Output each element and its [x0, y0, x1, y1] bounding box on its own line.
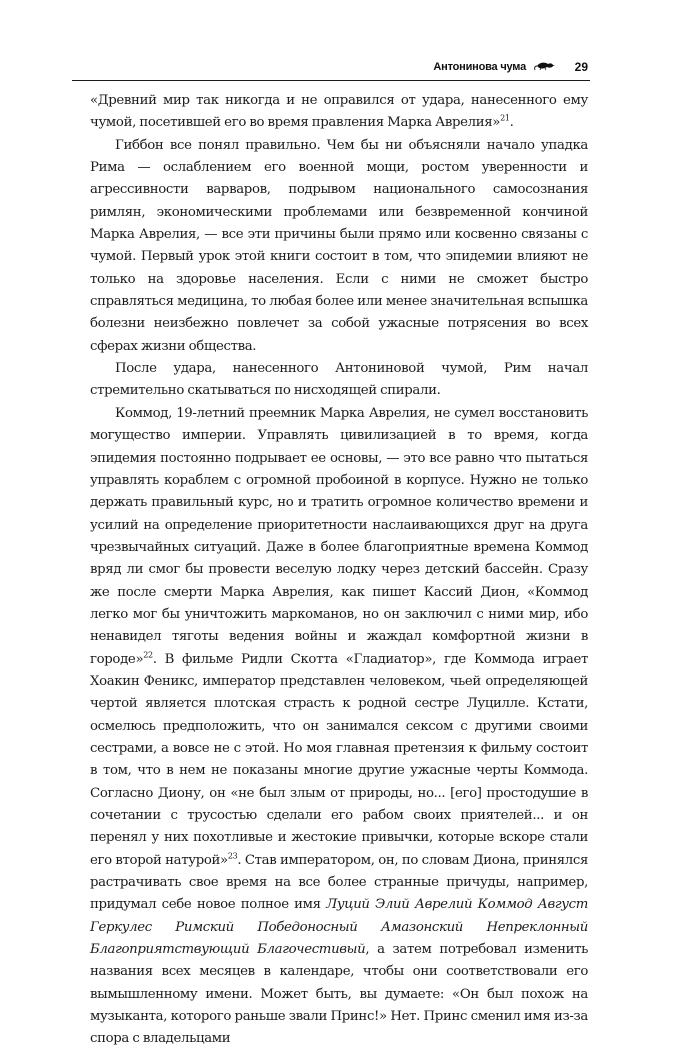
text-run: После удара, нанесенного Антониновой чумой, Рим начал стремительно скатываться по нисходящей спирали. [90, 361, 588, 399]
body-text [90, 90, 588, 1051]
rat-icon [534, 59, 556, 71]
text-run: . Став императором, он, по словам Диона, принялся растрачивать свое время на все более странные причуды, например, придумал себе новое полное имя [90, 852, 589, 913]
page-number: 29 [574, 60, 588, 74]
paragraph [90, 403, 588, 1051]
paragraph [90, 358, 588, 403]
footnote-ref: 23 [227, 851, 238, 861]
paragraph [90, 90, 588, 135]
footnote-ref: 22 [143, 650, 153, 660]
text-run: . [509, 115, 514, 131]
text-run: . В фильме Ридли Скотта «Гладиатор», где Коммода играет Хоакин Феникс, император представлен человеком, чьей определяющей чертой является плотская страсть к родной сестре Луцилле. Кстати, осмелюсь предположить, что он занимался сексом с другими своими сестрами, а вовсе не с этой. Но моя главная претензия к фильму состоит в том, что в нем не показаны многие другие ужасные черты Коммода. Согласно Диону, он «не был злым от природы, но... [его] простодушие в сочетании с трусостью сделали его рабом своих приятелей... и он перенял у них похотливые и жестокие привычки, которые вскоре стали его второй натурой» [90, 651, 588, 868]
italic-name: Луций Элий Аврелий Коммод Август Геркулес Римский Победоносный Амазонский Непреклонный Благоприятствующий Благочестивый [90, 897, 588, 958]
text-run: «Древний мир так никогда и не оправился от удара, нанесенного ему чумой, посетившей его во время правления Марка Аврелия» [90, 93, 588, 131]
footnote-ref: 21 [500, 113, 510, 123]
text-run: , а затем потребовал изменить названия всех месяцев в календаре, чтобы они соответствовали его вымышленному имени. Может быть, вы думаете: «Он был похож на музыканта, которого раньше звали Принс!» Нет. Принс сменил имя из-за спора с владельцами [90, 942, 588, 1047]
paragraph [90, 135, 588, 358]
text-run: Коммод, 19-летний преемник Марка Аврелия, не сумел восстановить могущество империи. Управлять цивилизацией в то время, когда эпидемия постоянно подрывает ее основы, — это все равно что пытаться управлять кораблем с огромной пробоиной в корпусе. Нужно не только держать правильный курс, но и тратить огромное количество времени и усилий на определение приоритетности наслаивающихся друг на друга чрезвычайных ситуаций. Даже в более благоприятные времена Коммод вряд ли смог бы провести веселую лодку через детский бассейн. Сразу же после смерти Марка Аврелия, как пишет Кассий Дион, «Коммод легко мог бы уничтожить маркоманов, но он заключил с ними мир, ибо ненавидел тяготы ведения войны и жаждал комфортной жизни в городе» [90, 405, 588, 667]
text-run: Гиббон все понял правильно. Чем бы ни объясняли начало упадка Рима — ослаблением его военной мощи, ростом уверенности и агрессивности варваров, подрывом национального самосознания римлян, экономическими проблемами или безвременной кончиной Марка Аврелия, — все эти причины были прямо или косвенно связаны с чумой. Первый урок этой книги состоит в том, что эпидемии влияют не только на здоровье населения. Если с ними не сможет быстро справляться медицина, то любая более или менее значительная вспышка болезни неизбежно повлечет за собой ужасные потрясения во всех сферах жизни общества. [90, 137, 588, 354]
running-title: Антонинова чума [433, 61, 526, 73]
running-header [72, 50, 590, 81]
